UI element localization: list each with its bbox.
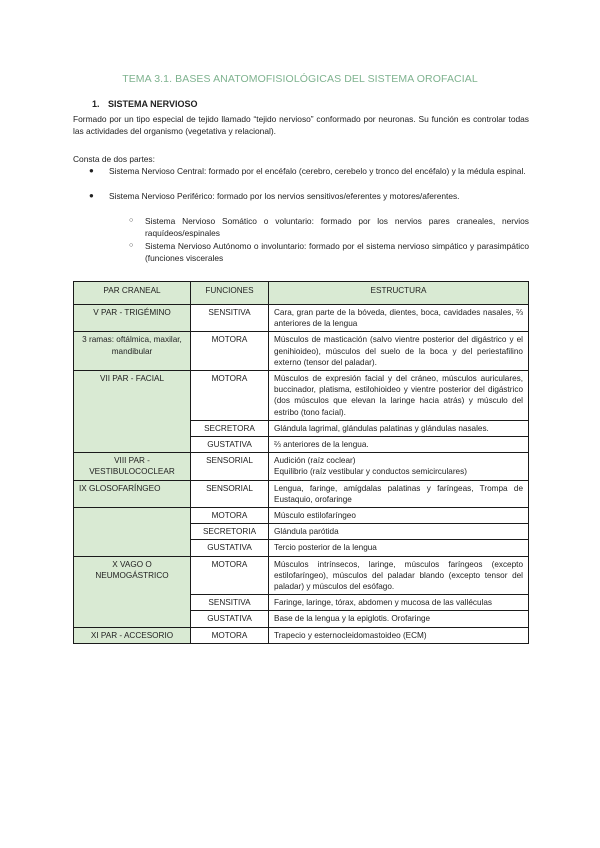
structure-cell: Trapecio y esternocleidomastoideo (ECM) (269, 627, 529, 643)
table-row (74, 453, 529, 480)
parts-intro: Consta de dos partes: (73, 154, 155, 164)
structure-cell: Glándula parótida (269, 524, 529, 540)
nerve-name-cell: V PAR - TRIGÉMINO (74, 305, 191, 332)
bullet-text: Sistema Nervioso Central: formado por el encéfalo (cerebro, cerebelo y tronco del encéfalo) y la médula espinal. (109, 166, 526, 176)
function-cell: SENSORIAL (191, 453, 269, 480)
table-row (74, 627, 529, 643)
function-cell: MOTORA (191, 627, 269, 643)
bullet-text: Sistema Nervioso Periférico: formado por los nervios sensitivos/eferentes y motores/aferentes. (109, 191, 460, 201)
function-cell: SENSITIVA (191, 595, 269, 611)
sub-bullet-text: Sistema Nervioso Somático o voluntario: formado por los nervios pares craneales, nervios raquídeos/espinales (145, 216, 529, 238)
structure-cell: Músculos intrínsecos, laringe, músculos faríngeos (excepto estilofaríngeo), músculos del paladar blando (excepto tensor del paladar) y músculos del esófago. (269, 556, 529, 595)
bullet-item (89, 190, 529, 202)
structure-cell: Músculos de expresión facial y del cráneo, músculos auriculares, buccinador, platisma, estilohioideo y vientre posterior del digástrico (dos músculos que elevan la laringe hacia atrás) y músculo del estribo (tono facial). (269, 371, 529, 421)
structure-cell: Base de la lengua y la epiglotis. Orofaringe (269, 611, 529, 627)
structure-cell: Cara, gran parte de la bóveda, dientes, boca, cavidades nasales, ⅔ anteriores de la lengua (269, 305, 529, 332)
section-title: SISTEMA NERVIOSO (108, 99, 198, 109)
bullet-icon: ● (89, 191, 94, 200)
function-cell: MOTORA (191, 371, 269, 421)
structure-cell: Músculos de masticación (salvo vientre posterior del digástrico y el genihioideo), músculos del suelo de la boca y del periestafilino externo (tensor del paladar). (269, 332, 529, 371)
cranial-nerves-table (73, 281, 529, 644)
bullet-item (89, 165, 529, 177)
structure-cell: Faringe, laringe, tórax, abdomen y mucosa de las valléculas (269, 595, 529, 611)
sub-bullet-icon: ○ (129, 217, 134, 224)
structure-line: Equilibrio (raíz vestibular y conductos semicirculares) (274, 467, 467, 477)
function-cell: GUSTATIVA (191, 540, 269, 556)
table-row (74, 332, 529, 371)
function-cell: GUSTATIVA (191, 437, 269, 453)
sub-bullet-item (129, 240, 529, 264)
structure-cell (269, 453, 529, 480)
sub-bullet-icon: ○ (129, 242, 134, 249)
table-row (74, 480, 529, 507)
nerve-name-cell-empty (74, 508, 191, 557)
function-cell: SENSITIVA (191, 305, 269, 332)
structure-cell: Músculo estilofaríngeo (269, 508, 529, 524)
header-par-craneal: PAR CRANEAL (74, 282, 191, 305)
header-estructura: ESTRUCTURA (269, 282, 529, 305)
structure-line: Audición (raíz coclear) (274, 456, 356, 466)
section-number: 1. (92, 99, 100, 109)
structure-cell: ⅔ anteriores de la lengua. (269, 437, 529, 453)
intro-paragraph: Formado por un tipo especial de tejido llamado “tejido nervioso” conformado por neuronas. Su función es controlar todas las actividades del organismo (vegetativa y relacional). (73, 114, 529, 136)
sub-bullet-text: Sistema Nervioso Autónomo o involuntario: formado por el sistema nervioso simpático y parasimpático (funciones viscerales (145, 241, 529, 263)
table-row (74, 556, 529, 595)
sub-bullet-item (129, 215, 529, 239)
structure-cell: Tercio posterior de la lengua (269, 540, 529, 556)
function-cell: MOTORA (191, 556, 269, 595)
structure-cell: Glándula lagrimal, glándulas palatinas y glándulas nasales. (269, 420, 529, 436)
function-cell: SECRETORIA (191, 524, 269, 540)
bullet-icon: ● (89, 166, 94, 175)
table-row (74, 305, 529, 332)
nerve-name-cell: IX GLOSOFARÍNGEO (74, 480, 191, 507)
document-title: TEMA 3.1. BASES ANATOMOFISIOLÓGICAS DEL SISTEMA OROFACIAL (122, 73, 478, 85)
function-cell: MOTORA (191, 332, 269, 371)
nerve-branches-cell: 3 ramas: oftálmica, maxilar, mandibular (74, 332, 191, 371)
header-funciones: FUNCIONES (191, 282, 269, 305)
function-cell: SENSORIAL (191, 480, 269, 507)
structure-cell: Lengua, faringe, amígdalas palatinas y faríngeas, Trompa de Eustaquio, orofaringe (269, 480, 529, 507)
function-cell: GUSTATIVA (191, 611, 269, 627)
table-row (74, 371, 529, 421)
nerve-name-cell: VII PAR - FACIAL (74, 371, 191, 453)
nerve-name-cell: X VAGO O NEUMOGÁSTRICO (74, 556, 191, 627)
section-heading (92, 99, 198, 109)
function-cell: MOTORA (191, 508, 269, 524)
table-row (74, 508, 529, 524)
table-header-row (74, 282, 529, 305)
nerve-name-cell: VIII PAR - VESTIBULOCOCLEAR (74, 453, 191, 480)
nerve-name-cell: XI PAR - ACCESORIO (74, 627, 191, 643)
function-cell: SECRETORA (191, 420, 269, 436)
